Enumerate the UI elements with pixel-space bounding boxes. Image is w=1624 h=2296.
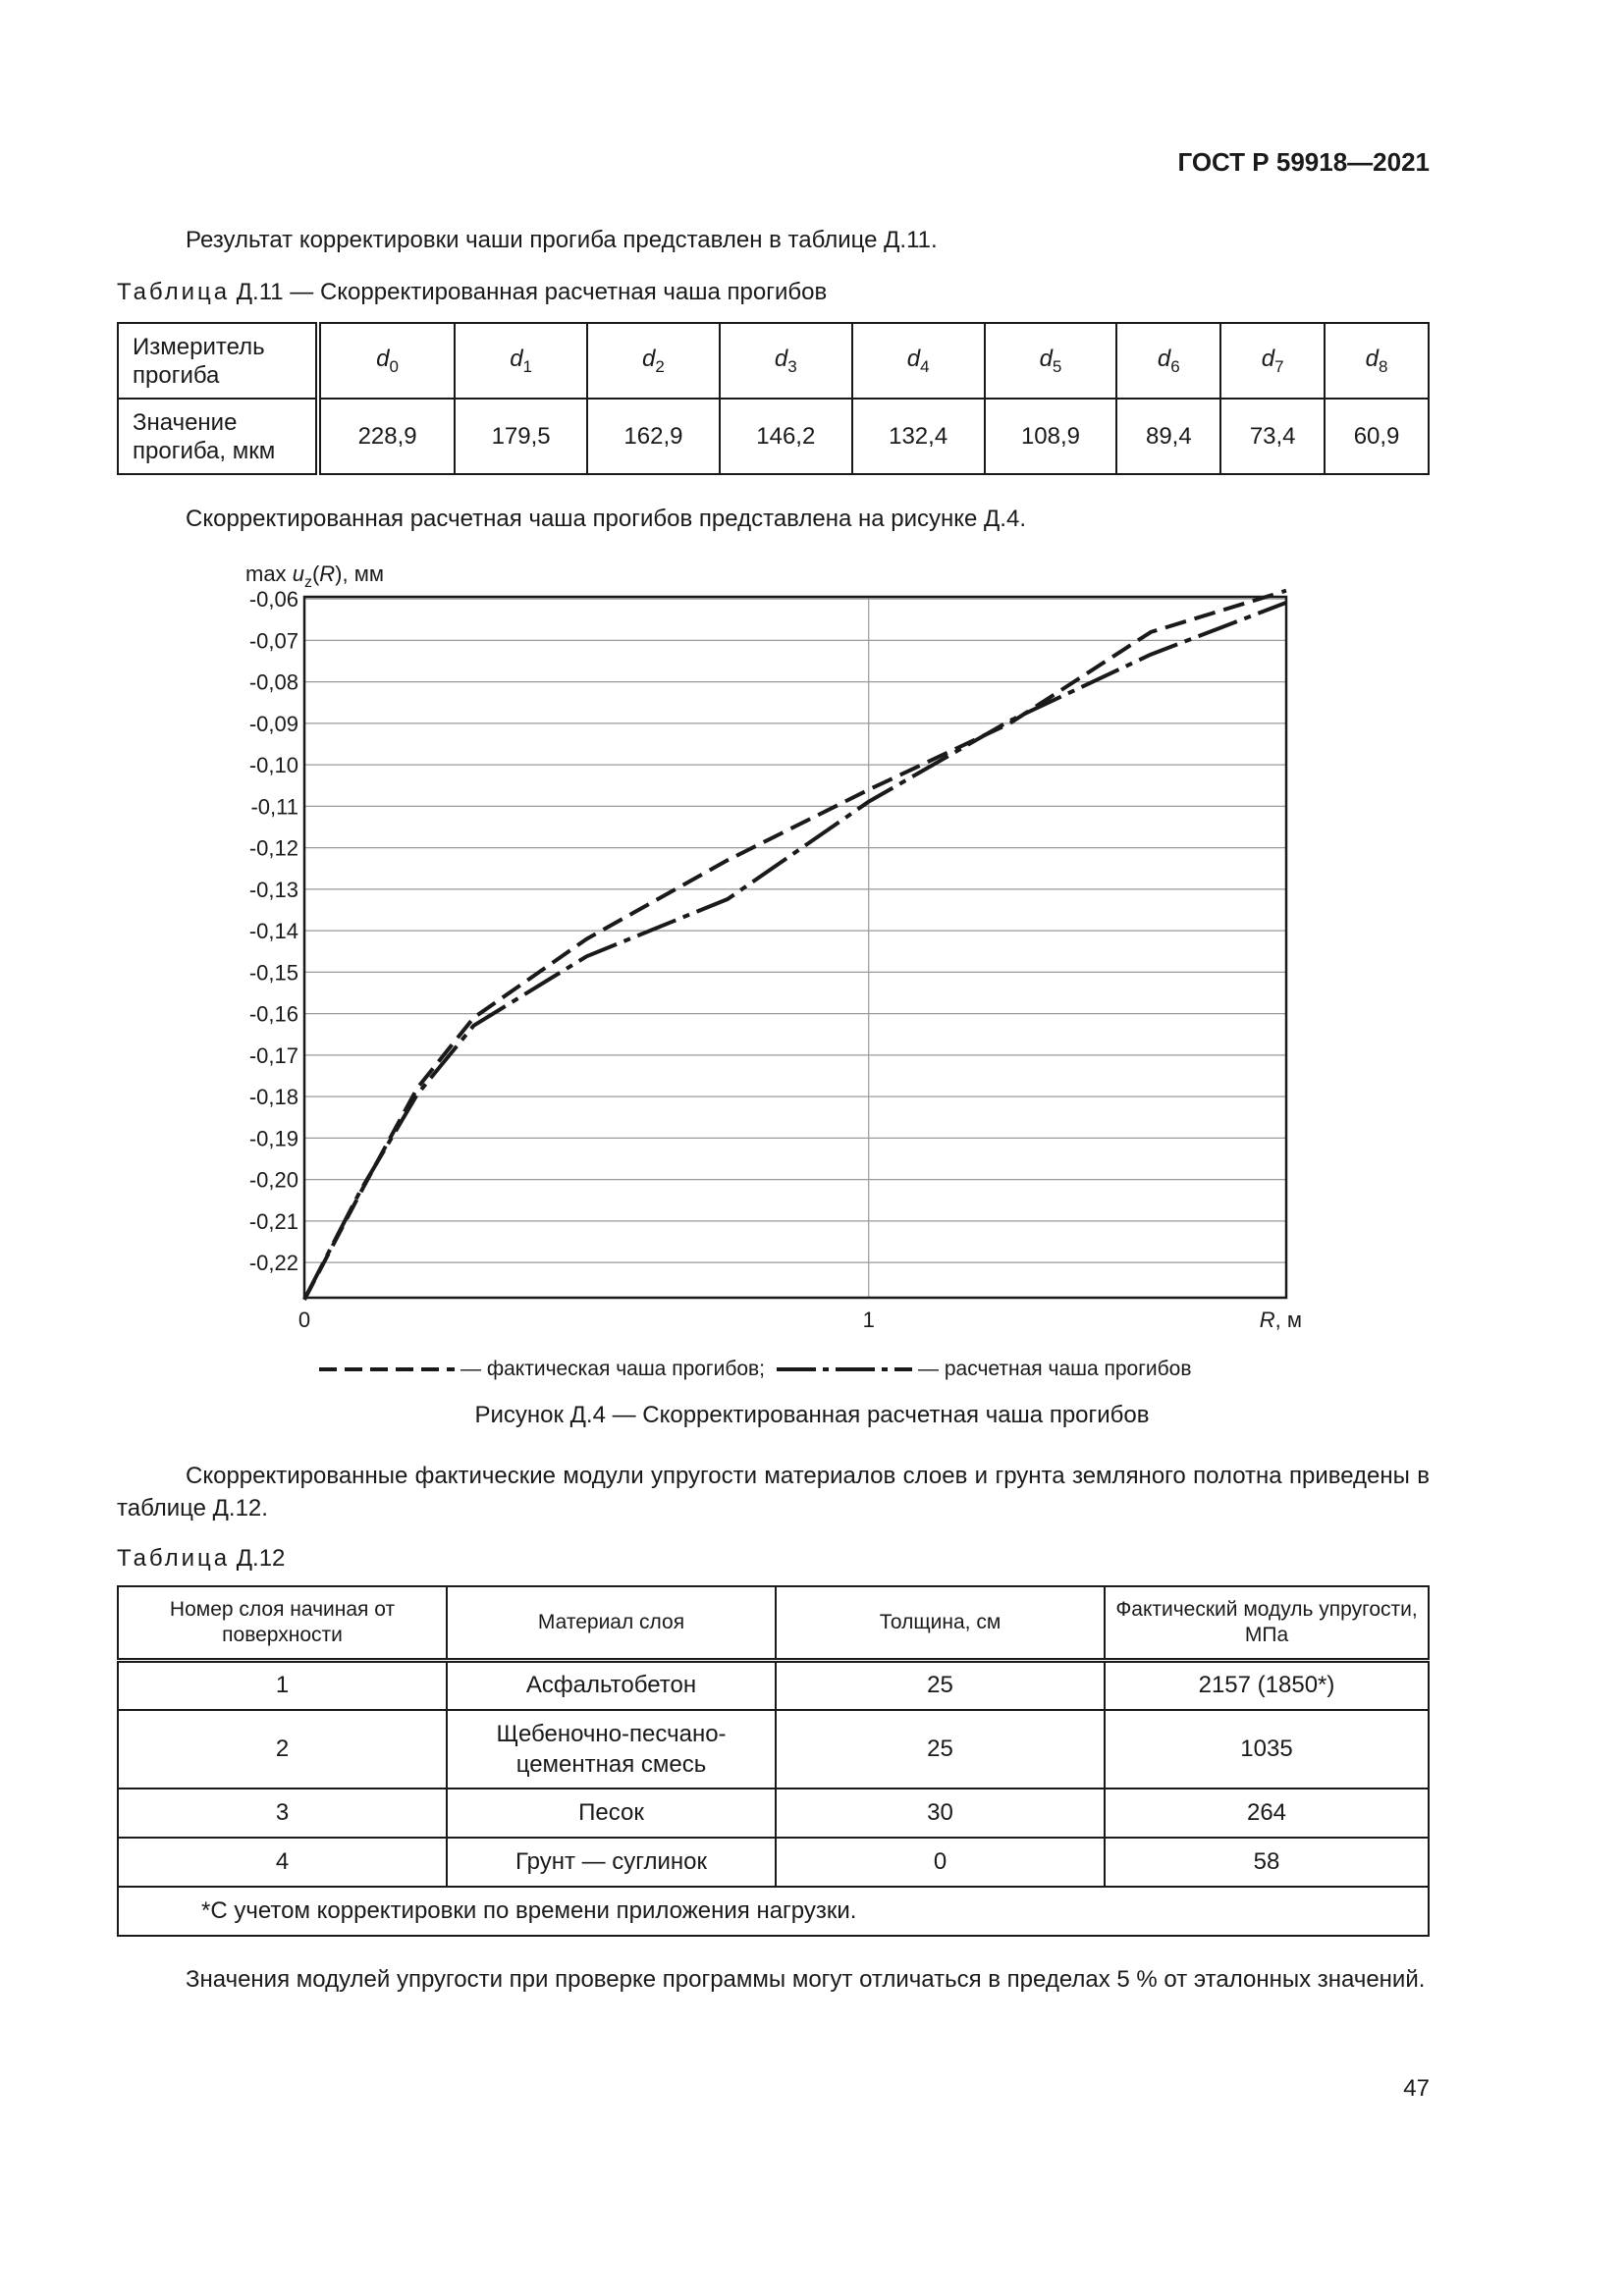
gauge-cell: $d_5$ <box>985 323 1117 399</box>
value-cell: 60,9 <box>1325 399 1429 474</box>
y-tick-label: -0,18 <box>248 1085 298 1110</box>
column-header: Материал слоя <box>447 1586 776 1661</box>
legend-dash-dot-line-icon <box>775 1364 914 1374</box>
table-row <box>118 399 1429 474</box>
y-tick-label: -0,09 <box>248 711 298 736</box>
table-cell: 3 <box>118 1789 447 1838</box>
legend-dashed-line-icon <box>317 1364 457 1374</box>
series-line-2 <box>304 603 1286 1300</box>
value-cell: 89,4 <box>1116 399 1220 474</box>
table11-caption-word: Таблица <box>117 279 231 305</box>
y-tick-label: -0,10 <box>248 753 298 778</box>
table-row <box>118 1661 1429 1710</box>
legend-item-actual: — фактическая чаша прогибов; <box>460 1358 766 1380</box>
y-tick-label: -0,21 <box>248 1208 298 1234</box>
value-cell: 228,9 <box>318 399 455 474</box>
y-tick-label: -0,15 <box>248 960 298 986</box>
table-header-row <box>118 1586 1429 1661</box>
value-cell: 73,4 <box>1220 399 1325 474</box>
table-row <box>118 1710 1429 1789</box>
table12-caption-text: Д.12 <box>236 1545 286 1572</box>
table-cell: 0 <box>776 1838 1105 1887</box>
intro-paragraph: Результат корректировки чаши прогиба представлен в таблице Д.11. <box>186 227 938 253</box>
table11-caption-text: Д.11 — Скорректированная расчетная чаша прогибов <box>236 279 828 305</box>
value-cell: 108,9 <box>985 399 1117 474</box>
y-tick-label: -0,19 <box>248 1126 298 1151</box>
table-cell: 2157 (1850*) <box>1105 1661 1429 1710</box>
gauge-cell: $d_3$ <box>720 323 852 399</box>
y-tick-label: -0,07 <box>248 628 298 654</box>
table-cell: 30 <box>776 1789 1105 1838</box>
x-tick-label: 1 <box>862 1308 875 1332</box>
chart-legend <box>317 1358 1191 1381</box>
y-tick-label: -0,16 <box>248 1001 298 1027</box>
table-row <box>118 323 1429 399</box>
table-cell: Грунт — суглинок <box>447 1838 776 1887</box>
table11-row2-label: Значение прогиба, мкм <box>118 399 318 474</box>
y-tick-label: -0,17 <box>248 1042 298 1068</box>
deflection-chart <box>236 550 1316 1335</box>
table-cell: 58 <box>1105 1838 1429 1887</box>
column-header: Толщина, см <box>776 1586 1105 1661</box>
table-footnote: *С учетом корректировки по времени приложения нагрузки. <box>118 1887 1429 1936</box>
value-cell: 146,2 <box>720 399 852 474</box>
legend-item-computed: — расчетная чаша прогибов <box>918 1358 1192 1380</box>
table-row <box>118 1838 1429 1887</box>
table-note-row <box>118 1887 1429 1936</box>
y-tick-label: -0,08 <box>248 669 298 695</box>
column-header: Номер слоя начиная от поверхности <box>118 1586 447 1661</box>
gauge-cell: $d_4$ <box>852 323 985 399</box>
table-cell: 1 <box>118 1661 447 1710</box>
plot-frame <box>304 597 1286 1298</box>
y-tick-label: -0,20 <box>248 1167 298 1193</box>
table-cell: 4 <box>118 1838 447 1887</box>
document-id: ГОСТ Р 59918—2021 <box>1177 147 1430 177</box>
table12-caption <box>117 1545 285 1573</box>
gauge-cell: $d_0$ <box>318 323 455 399</box>
table11-caption <box>117 279 827 306</box>
y-tick-label: -0,13 <box>248 877 298 902</box>
table-row <box>118 1789 1429 1838</box>
x-tick-label: 0 <box>298 1308 311 1332</box>
table11-row1-label: Измеритель прогиба <box>118 323 318 399</box>
table-cell: 25 <box>776 1710 1105 1789</box>
table-cell: Песок <box>447 1789 776 1838</box>
table-cell: Щебеночно-песчано-цементная смесь <box>447 1710 776 1789</box>
gauge-cell: $d_2$ <box>587 323 720 399</box>
table-cell: 25 <box>776 1661 1105 1710</box>
table-cell: Асфальтобетон <box>447 1661 776 1710</box>
table12-caption-word: Таблица <box>117 1545 231 1572</box>
x-axis-label: R, м <box>1259 1308 1302 1332</box>
table-cell: 264 <box>1105 1789 1429 1838</box>
y-axis-label: $\max u_z(R)$, мм <box>245 561 384 591</box>
y-tick-label: -0,12 <box>248 835 298 861</box>
gauge-cell: $d_6$ <box>1116 323 1220 399</box>
gauge-cell: $d_1$ <box>455 323 587 399</box>
table-d12 <box>117 1585 1430 1937</box>
table-cell: 1035 <box>1105 1710 1429 1789</box>
series-line-1 <box>304 591 1286 1300</box>
table-d11 <box>117 322 1430 475</box>
paragraph-moduli: Скорректированные фактические модули упругости материалов слоев и грунта земляного полотна приведены в таблице Д.12. <box>117 1463 1430 1522</box>
gauge-cell: $d_8$ <box>1325 323 1429 399</box>
value-cell: 162,9 <box>587 399 720 474</box>
gauge-cell: $d_7$ <box>1220 323 1325 399</box>
value-cell: 132,4 <box>852 399 985 474</box>
y-tick-label: -0,11 <box>250 794 298 820</box>
figure-intro-paragraph: Скорректированная расчетная чаша прогибов представлена на рисунке Д.4. <box>186 506 1026 532</box>
paragraph-tolerance: Значения модулей упругости при проверке программы могут отличаться в пределах 5 % от эталонных значений. <box>186 1966 1426 1993</box>
page-number: 47 <box>1403 2075 1430 2102</box>
value-cell: 179,5 <box>455 399 587 474</box>
table-cell: 2 <box>118 1710 447 1789</box>
figure-caption: Рисунок Д.4 — Скорректированная расчетная чаша прогибов <box>474 1402 1150 1428</box>
y-tick-label: -0,14 <box>248 919 298 944</box>
y-tick-label: -0,22 <box>248 1251 298 1276</box>
y-tick-label: -0,06 <box>248 587 298 613</box>
column-header: Фактический модуль упругости, МПа <box>1105 1586 1429 1661</box>
